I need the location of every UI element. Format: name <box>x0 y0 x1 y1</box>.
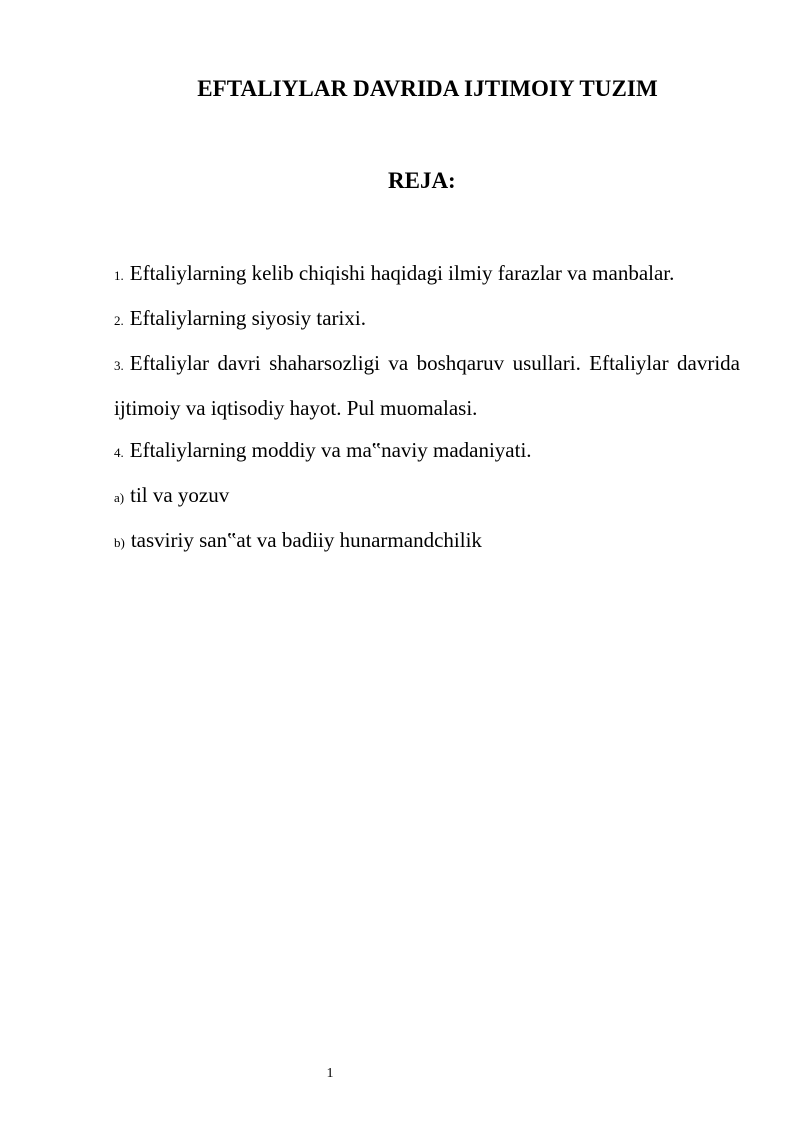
item-marker: b) <box>114 535 125 550</box>
plan-item-text: til va yozuv <box>130 483 230 507</box>
plan-item-3 <box>114 342 740 429</box>
plan-item-2 <box>114 297 740 342</box>
plan-item-4 <box>114 429 740 474</box>
plan-item-b <box>114 519 740 564</box>
item-marker: 3. <box>114 358 124 373</box>
item-marker: 2. <box>114 313 124 328</box>
page-number: 1 <box>326 1066 334 1081</box>
plan-item-text: Eftaliylarning kelib chiqishi haqidagi ilmiy farazlar va manbalar. <box>129 261 675 285</box>
plan-item-text: tasviriy san‟at va badiiy hunarmandchilik <box>130 528 482 552</box>
plan-heading: REJA: <box>388 168 456 193</box>
plan-item-text: Eftaliylar davri shaharsozligi va boshqaruv usullari. Eftaliylar davrida ijtimoiy va iqtisodiy hayot. Pul muomalasi. <box>114 351 740 420</box>
item-marker: 4. <box>114 445 124 460</box>
plan-list <box>114 252 740 564</box>
item-marker: a) <box>114 490 125 505</box>
plan-item-text: Eftaliylarning siyosiy tarixi. <box>129 306 366 330</box>
page-title: EFTALIYLAR DAVRIDA IJTIMOIY TUZIM <box>197 76 658 101</box>
plan-item-text: Eftaliylarning moddiy va ma‟naviy madaniyati. <box>129 438 532 462</box>
plan-item-1 <box>114 252 740 297</box>
plan-item-a <box>114 474 740 519</box>
item-marker: 1. <box>114 268 124 283</box>
